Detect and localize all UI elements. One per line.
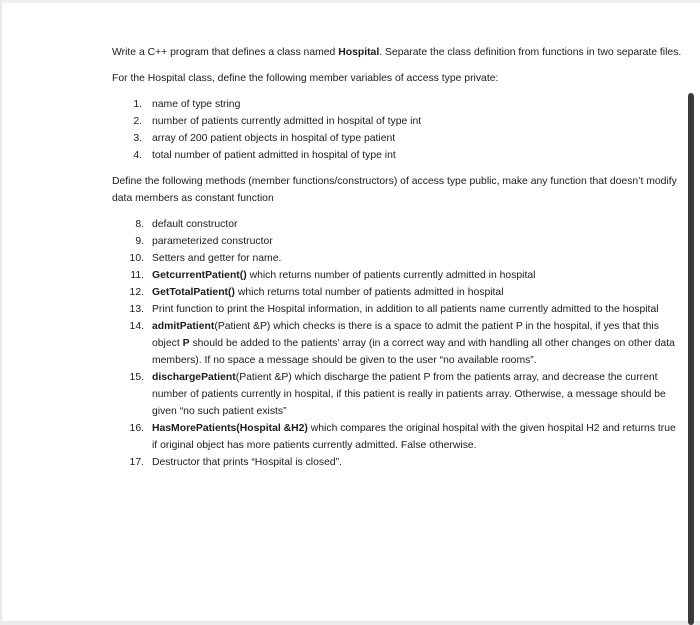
list-item <box>112 233 682 250</box>
item-text: Print function to print the Hospital information, in addition to all patients name currently admitted to the hospital <box>152 304 659 315</box>
member-variables-list <box>112 96 682 164</box>
item-number: 12. <box>129 287 144 298</box>
variables-heading: For the Hospital class, define the following member variables of access type private: <box>112 73 499 84</box>
item-text: array of 200 patient objects in hospital of type patient <box>152 133 396 144</box>
list-item <box>112 113 682 130</box>
item-number: 15. <box>129 372 144 383</box>
list-item <box>112 420 682 454</box>
class-name-bold: Hospital <box>338 47 380 58</box>
member-methods-list <box>112 216 682 471</box>
list-item <box>112 216 682 233</box>
object-name: P <box>182 338 190 349</box>
method-name: dischargePatient <box>152 372 236 383</box>
list-item <box>112 250 682 267</box>
top-edge-shadow <box>0 0 700 3</box>
item-text: name of type string <box>152 99 241 110</box>
item-text: (Patient &P) which discharge the patient P from the patients array, and decrease the current number of patients currently in hospital, if this patient is really in patients array. Otherwise, a message should be given “no such patient exists” <box>152 372 666 417</box>
item-number: 4. <box>133 150 142 161</box>
item-text: which compares the original hospital with the given hospital H2 and returns true if original object has more patients currently admitted. False otherwise. <box>152 423 676 451</box>
item-text: (Patient &P) which checks is there is a space to admit the patient P in the hospital, if yes that this object <box>152 321 659 349</box>
item-text: default constructor <box>152 219 238 230</box>
methods-heading: Define the following methods (member functions/constructors) of access type public, make any function that doesn’t modify data members as constant function <box>112 176 677 204</box>
method-name: GetTotalPatient() <box>152 287 235 298</box>
item-text: parameterized constructor <box>152 236 273 247</box>
item-number: 1. <box>133 99 142 110</box>
method-name: HasMorePatients(Hospital &H2) <box>152 423 308 434</box>
list-item <box>112 284 682 301</box>
item-text-cont: should be added to the patients’ array (in a correct way and with handling all other changes on other data members). If no space a message should be given to the user “no available rooms”. <box>152 338 675 366</box>
list-item <box>112 369 682 420</box>
list-item <box>112 130 682 147</box>
item-number: 17. <box>129 457 144 468</box>
item-text: number of patients currently admitted in hospital of type int <box>152 116 422 127</box>
item-number: 9. <box>135 236 144 247</box>
item-number: 8. <box>135 219 144 230</box>
item-number: 16. <box>129 423 144 434</box>
left-edge-shadow <box>0 0 3 625</box>
list-item <box>112 96 682 113</box>
item-number: 14. <box>129 321 144 332</box>
list-item <box>112 301 682 318</box>
vertical-scrollbar[interactable] <box>688 93 694 625</box>
item-text: total number of patient admitted in hospital of type int <box>152 150 396 161</box>
item-text: Destructor that prints “Hospital is closed”. <box>152 457 342 468</box>
intro-text-end: . Separate the class definition from functions in two separate files. <box>379 47 682 58</box>
item-number: 13. <box>129 304 144 315</box>
item-text: which returns total number of patients admitted in hospital <box>234 287 504 298</box>
intro-text: Write a C++ program that defines a class named <box>112 47 339 58</box>
list-item <box>112 267 682 284</box>
item-number: 2. <box>133 116 142 127</box>
item-number: 3. <box>133 133 142 144</box>
method-name: admitPatient <box>152 321 215 332</box>
item-text: Setters and getter for name. <box>152 253 282 264</box>
list-item <box>112 147 682 164</box>
item-number: 10. <box>129 253 144 264</box>
item-text: which returns number of patients currently admitted in hospital <box>246 270 536 281</box>
method-name: GetcurrentPatient() <box>152 270 247 281</box>
document-page <box>112 44 682 471</box>
list-item <box>112 318 682 369</box>
intro-paragraph <box>112 44 682 61</box>
list-item <box>112 454 682 471</box>
bottom-edge-shadow <box>0 621 700 625</box>
item-number: 11. <box>130 270 144 281</box>
